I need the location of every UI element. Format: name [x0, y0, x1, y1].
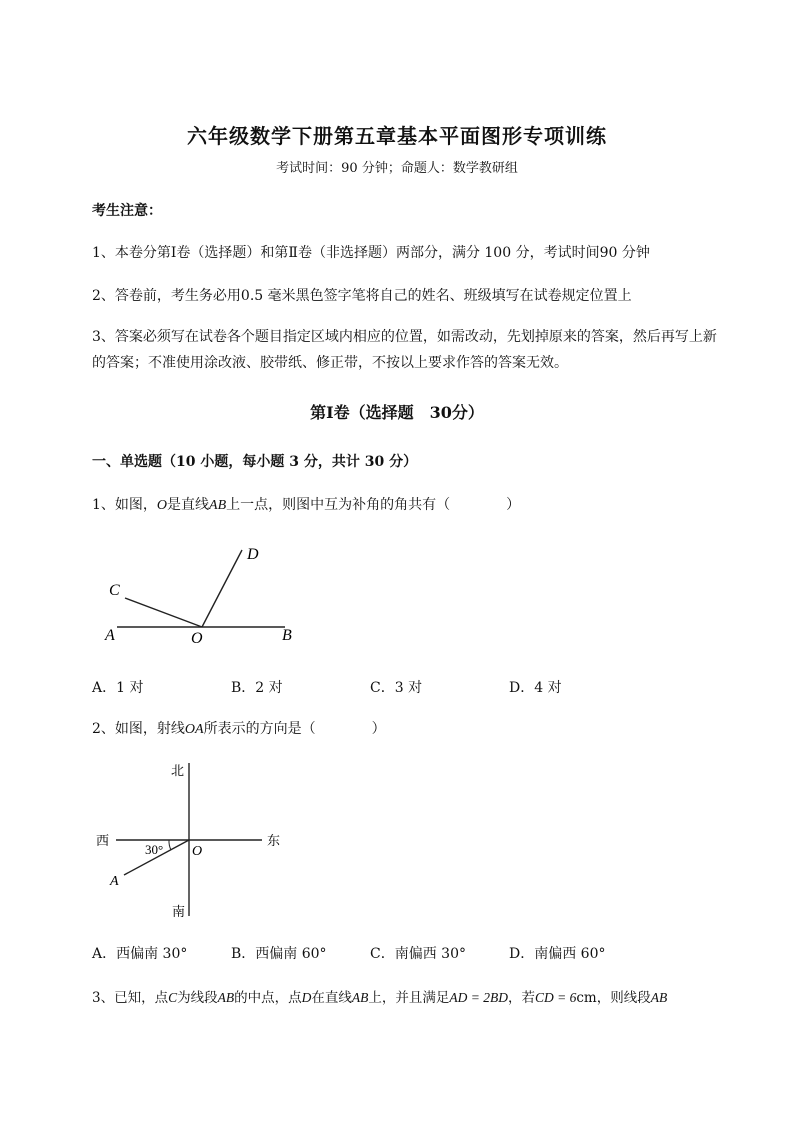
q3-var-c: C [168, 990, 178, 1005]
q3-equation-2: CD = 6 [534, 990, 577, 1005]
notice-item-3: 3、答案必须写在试卷各个题目指定区域内相应的位置，如需改动，先划掉原来的答案，然后再写上新 [92, 329, 717, 345]
label-d: D [247, 546, 259, 563]
notice-item-2: 2、答卷前，考生务必用0.5 毫米黑色签字笔将自己的姓名、班级填写在试卷规定位置上 [92, 288, 632, 304]
q2-option-d[interactable]: D．南偏西 60° [509, 946, 606, 962]
q3-text-5: 上，并且满足 [368, 990, 450, 1006]
section-title: 第Ⅰ卷（选择题 30分） [310, 403, 484, 422]
notice-heading: 考生注意： [92, 203, 162, 219]
label-b: B [282, 627, 292, 644]
label-a: A [105, 627, 115, 644]
part-heading: 一、单选题（10 小题，每小题 3 分，共计 30 分） [92, 454, 418, 470]
q3-var-ab: AB [217, 990, 235, 1005]
q3-var-ab-3: AB [650, 990, 668, 1005]
question-3 [92, 986, 667, 1006]
exam-info: 考试时间：90 分钟；命题人：数学教研组 [276, 161, 518, 176]
q3-text-2: 为线段 [177, 990, 218, 1006]
page-title: 六年级数学下册第五章基本平面图形专项训练 [187, 124, 607, 148]
q1-text-pre: 1、如图， [92, 497, 157, 513]
label-a: A [110, 874, 119, 889]
ray-oc [125, 598, 202, 627]
q1-text-post: 上一点，则图中互为补角的角共有（ ） [226, 497, 521, 513]
label-north: 北 [171, 763, 185, 778]
q3-equation-1: AD = 2BD [449, 990, 508, 1005]
ray-od [202, 550, 242, 627]
angle-arc [169, 840, 171, 850]
notice-item-1: 1、本卷分第Ⅰ卷（选择题）和第Ⅱ卷（非选择题）两部分，满分 100 分，考试时间90 分钟 [92, 245, 650, 261]
q2-option-b[interactable]: B．西偏南 60° [231, 946, 327, 962]
q1-text-mid: 是直线 [167, 497, 210, 513]
q1-figure [95, 535, 315, 655]
q1-option-b[interactable]: B．2 对 [231, 680, 283, 696]
q1-option-d[interactable]: D．4 对 [509, 680, 562, 696]
notice-item-3-cont: 的答案；不准使用涂改液、胶带纸、修正带，不按以上要求作答的答案无效。 [92, 355, 568, 371]
q1-var-ab: AB [209, 498, 227, 513]
q2-option-a[interactable]: A．西偏南 30° [92, 946, 188, 962]
label-angle-30: 30° [145, 842, 164, 857]
q3-text-3: 的中点，点 [234, 990, 302, 1006]
label-o: O [191, 630, 203, 647]
question-1 [92, 494, 520, 514]
q3-var-ab-2: AB [351, 990, 369, 1005]
q3-text-4: 在直线 [311, 990, 352, 1006]
q2-figure [92, 758, 302, 923]
label-c: C [109, 582, 120, 599]
q2-option-c[interactable]: C．南偏西 30° [370, 946, 466, 962]
q1-option-c[interactable]: C．3 对 [370, 680, 423, 696]
q3-unit: cm [576, 990, 597, 1006]
q3-var-d: D [301, 990, 312, 1005]
q3-text-7: ，则线段 [596, 990, 651, 1006]
q1-option-a[interactable]: A．1 对 [92, 680, 144, 696]
label-o: O [192, 844, 203, 859]
q1-var-o: O [156, 498, 168, 513]
q3-text-1: 3、已知，点 [92, 990, 169, 1006]
question-2 [92, 718, 386, 738]
label-east: 东 [267, 833, 281, 848]
q2-text-post: 所表示的方向是（ ） [203, 721, 386, 737]
q2-text-pre: 2、如图，射线 [92, 721, 185, 737]
label-south: 南 [172, 904, 186, 919]
q2-var-oa: OA [184, 722, 204, 737]
label-west: 西 [96, 833, 110, 848]
q3-text-6: ，若 [507, 990, 535, 1006]
